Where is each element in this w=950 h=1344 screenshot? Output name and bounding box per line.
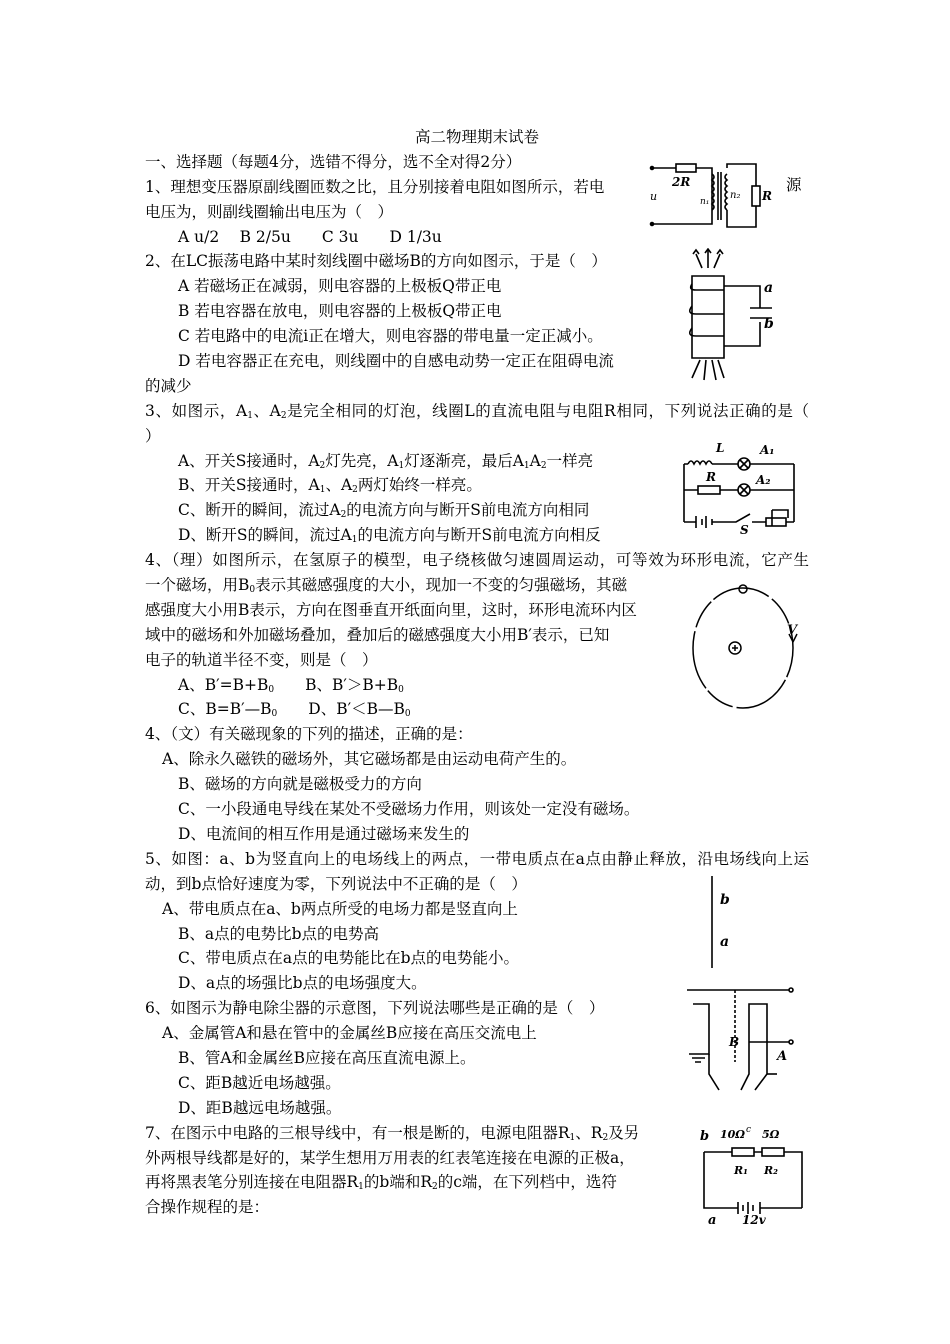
text-run: 动，到b点恰好速度为零，下列说法中不正确的是（ ） bbox=[145, 874, 527, 893]
svg-text:A: A bbox=[777, 1049, 788, 1064]
svg-text:a: a bbox=[720, 934, 730, 950]
question-3 bbox=[145, 399, 809, 424]
text-run: 两灯始终一样亮。 bbox=[357, 476, 482, 495]
text-run: D 若电容器正在充电，则线圈中的自感电动势一定正在阻碍电流 bbox=[178, 352, 614, 371]
text-run: B 若电容器在放电，则电容器的上极板Q带正电 bbox=[178, 302, 502, 321]
text-run: A、金属管A和悬在管中的金属丝B应接在高压交流电上 bbox=[162, 1024, 537, 1043]
svg-text:R₂: R₂ bbox=[764, 1164, 778, 1177]
subscript: 0 bbox=[271, 709, 278, 720]
svg-text:u: u bbox=[650, 190, 658, 203]
subscript: 2 bbox=[540, 460, 547, 471]
svg-text:S: S bbox=[740, 523, 749, 536]
question-5 bbox=[145, 847, 809, 872]
svg-text:B: B bbox=[729, 1035, 740, 1049]
text-run: C、距B越近电场越强。 bbox=[178, 1073, 341, 1092]
subscript: 2 bbox=[280, 410, 287, 421]
svg-text:n₁: n₁ bbox=[700, 197, 710, 207]
text-run: A u/2 B 2/5u C 3u D 1/3u bbox=[178, 227, 442, 246]
option bbox=[145, 772, 809, 797]
text-run: D、B′＜B—B bbox=[277, 700, 405, 719]
svg-text:b: b bbox=[764, 316, 774, 332]
svg-text:b: b bbox=[720, 892, 730, 908]
subscript: 2 bbox=[602, 1132, 609, 1143]
question-4-science bbox=[145, 548, 809, 573]
text-run: 的电流方向与断开S前电流方向相反 bbox=[357, 526, 601, 545]
text-run: B、管A和金属丝B应接在高压直流电源上。 bbox=[178, 1048, 476, 1067]
text-run: 合操作规程的是： bbox=[145, 1198, 270, 1217]
text-run: B、开关S接通时，A bbox=[178, 476, 320, 495]
subscript: 2 bbox=[352, 485, 358, 496]
svg-text:b: b bbox=[700, 1129, 710, 1144]
question-4-arts bbox=[145, 722, 809, 747]
text-run: 的b端和R bbox=[363, 1173, 432, 1192]
svg-text:5Ω: 5Ω bbox=[762, 1128, 780, 1141]
question-1-trailing-text: 源 bbox=[786, 176, 802, 194]
text-run: 、A bbox=[252, 401, 281, 420]
text-run: D、距B越远电场越强。 bbox=[178, 1098, 342, 1117]
subscript: 1 bbox=[523, 460, 530, 471]
text-run: 4、（文）有关磁现象的下列的描述，正确的是： bbox=[145, 725, 473, 744]
text-run: 4、（理）如图所示，在氢原子的模型，电子绕核做匀速圆周运动，可等效为环形电流，它产生 bbox=[145, 551, 809, 570]
svg-text:V: V bbox=[787, 623, 798, 638]
svg-text:12v: 12v bbox=[742, 1213, 766, 1227]
subscript: 1 bbox=[247, 410, 253, 421]
text-run: 7、在图示中电路的三根导线中，有一根是断的，电源电阻器R bbox=[145, 1123, 570, 1142]
svg-text:2R: 2R bbox=[672, 175, 691, 189]
text-run: A、除永久磁铁的磁场外，其它磁场都是由运动电荷产生的。 bbox=[162, 750, 577, 769]
text-run: 6、如图示为静电除尘器的示意图，下列说法哪些是正确的是（ ） bbox=[145, 999, 605, 1018]
svg-text:A₁: A₁ bbox=[760, 443, 775, 457]
option bbox=[145, 747, 809, 772]
subscript: 0 bbox=[398, 684, 404, 695]
text-run: 再将黑表笔分别连接在电阻器R bbox=[145, 1173, 359, 1192]
text-run: 5、如图：a、b为竖直向上的电场线上的两点，一带电质点在a点由静止释放，沿电场线向上运 bbox=[145, 849, 809, 868]
text-run: B、磁场的方向就是磁极受力的方向 bbox=[178, 775, 422, 794]
text-run: 一、选择题（每题4分，选错不得分，选不全对得2分） bbox=[145, 152, 522, 171]
inductor-lamp-circuit-diagram bbox=[676, 436, 798, 536]
svg-text:n₂: n₂ bbox=[730, 190, 741, 201]
text-run: 表示其磁感强度的大小，现加一不变的匀强磁场，其磁 bbox=[255, 576, 628, 595]
text-run: 灯逐渐亮，最后A bbox=[404, 451, 524, 470]
text-run: C、B=B′—B bbox=[178, 700, 272, 719]
text-run: 电子的轨道半径不变，则是（ ） bbox=[145, 650, 378, 669]
text-run: C、一小段通电导线在某处不受磁场力作用，则该处一定没有磁场。 bbox=[178, 800, 640, 819]
subscript: 1 bbox=[569, 1132, 576, 1143]
text-run: 2、在LC振荡电路中某时刻线圈中磁场B的方向如图示，于是（ ） bbox=[145, 252, 607, 271]
svg-text:A₂: A₂ bbox=[756, 473, 771, 487]
text-run: D、断开S的瞬间，流过A bbox=[178, 526, 352, 545]
svg-text:R: R bbox=[706, 470, 716, 484]
text-run: C、带电质点在a点的电势能比在b点的电势能小。 bbox=[178, 949, 520, 968]
text-run: 外两根导线都是好的，某学生想用万用表的红表笔连接在电源的正极a， bbox=[145, 1148, 635, 1167]
subscript: 0 bbox=[404, 709, 411, 720]
text-run: 、A bbox=[325, 476, 353, 495]
lc-coil-diagram bbox=[680, 248, 795, 383]
text-run: A、带电质点在a、b两点所受的电场力都是竖直向上 bbox=[162, 899, 518, 918]
text-run: A 若磁场正在减弱，则电容器的上极板Q带正电 bbox=[178, 277, 502, 296]
text-run: D、a点的场强比b点的电场强度大。 bbox=[178, 974, 427, 993]
subscript: 2 bbox=[319, 460, 326, 471]
subscript: 1 bbox=[358, 1182, 364, 1193]
text-run: 的电流方向与断开S前电流方向相同 bbox=[346, 501, 590, 520]
text-run: 一样亮 bbox=[546, 451, 594, 470]
text-run: 域中的磁场和外加磁场叠加，叠加后的磁感强度大小用B′表示，已知 bbox=[145, 625, 610, 644]
svg-text:L: L bbox=[716, 441, 725, 455]
text-run: ） bbox=[145, 426, 161, 445]
option bbox=[145, 822, 809, 847]
subscript: 1 bbox=[398, 460, 405, 471]
text-run: 是完全相同的灯泡，线圈L的直流电阻与电阻R相同，下列说法正确的是（ bbox=[286, 401, 809, 420]
text-run: 高二物理期末试卷 bbox=[414, 128, 539, 146]
svg-text:10Ω: 10Ω bbox=[720, 1128, 746, 1141]
svg-text:c: c bbox=[746, 1125, 752, 1135]
electric-field-line-diagram bbox=[700, 872, 750, 970]
subscript: 2 bbox=[340, 510, 347, 521]
text-run: 感强度大小用B表示，方向在图垂直开纸面向里，这时，环形电流环内区 bbox=[145, 600, 637, 619]
option bbox=[145, 797, 809, 822]
resistor-circuit-diagram bbox=[698, 1120, 813, 1228]
electrostatic-precipitator-diagram bbox=[685, 982, 803, 1100]
text-run: C 若电路中的电流i正在增大，则电容器的带电量一定正减小。 bbox=[178, 327, 603, 346]
text-run: 的c端，在下列档中，选符 bbox=[437, 1173, 617, 1192]
text-run: 、R bbox=[575, 1123, 603, 1142]
text-run: 灯先亮，A bbox=[325, 451, 399, 470]
subscript: 0 bbox=[268, 684, 275, 695]
text-run: B、B′＞B+B bbox=[274, 675, 399, 694]
subscript: 0 bbox=[249, 585, 256, 596]
text-run: A bbox=[529, 451, 541, 470]
text-run: B、a点的电势比b点的电势高 bbox=[178, 924, 380, 943]
text-run: A、B′=B+B bbox=[178, 675, 269, 694]
subscript: 1 bbox=[319, 485, 326, 496]
text-run: 电压为，则副线圈输出电压为（ ） bbox=[145, 202, 394, 221]
text-run: C、断开的瞬间，流过A bbox=[178, 501, 341, 520]
text-run: 一个磁场，用B bbox=[145, 576, 250, 595]
subscript: 1 bbox=[351, 535, 358, 546]
svg-text:a: a bbox=[764, 280, 774, 296]
text-run: A、开关S接通时，A bbox=[178, 451, 320, 470]
text-run: 的减少 bbox=[145, 376, 192, 395]
transformer-diagram bbox=[648, 160, 783, 232]
text-run: D、电流间的相互作用是通过磁场来发生的 bbox=[178, 824, 470, 843]
text-run: 1、理想变压器原副线圈匝数之比，且分别接着电阻如图所示，若电 bbox=[145, 177, 605, 196]
subscript: 2 bbox=[432, 1182, 438, 1193]
svg-text:R₁: R₁ bbox=[734, 1164, 748, 1177]
text-run: 及另 bbox=[608, 1123, 640, 1142]
page-title bbox=[145, 125, 809, 150]
electron-orbit-diagram bbox=[685, 582, 805, 714]
text-run: 3、如图示，A bbox=[145, 401, 248, 420]
svg-text:R: R bbox=[762, 189, 772, 203]
svg-text:a: a bbox=[708, 1213, 717, 1228]
